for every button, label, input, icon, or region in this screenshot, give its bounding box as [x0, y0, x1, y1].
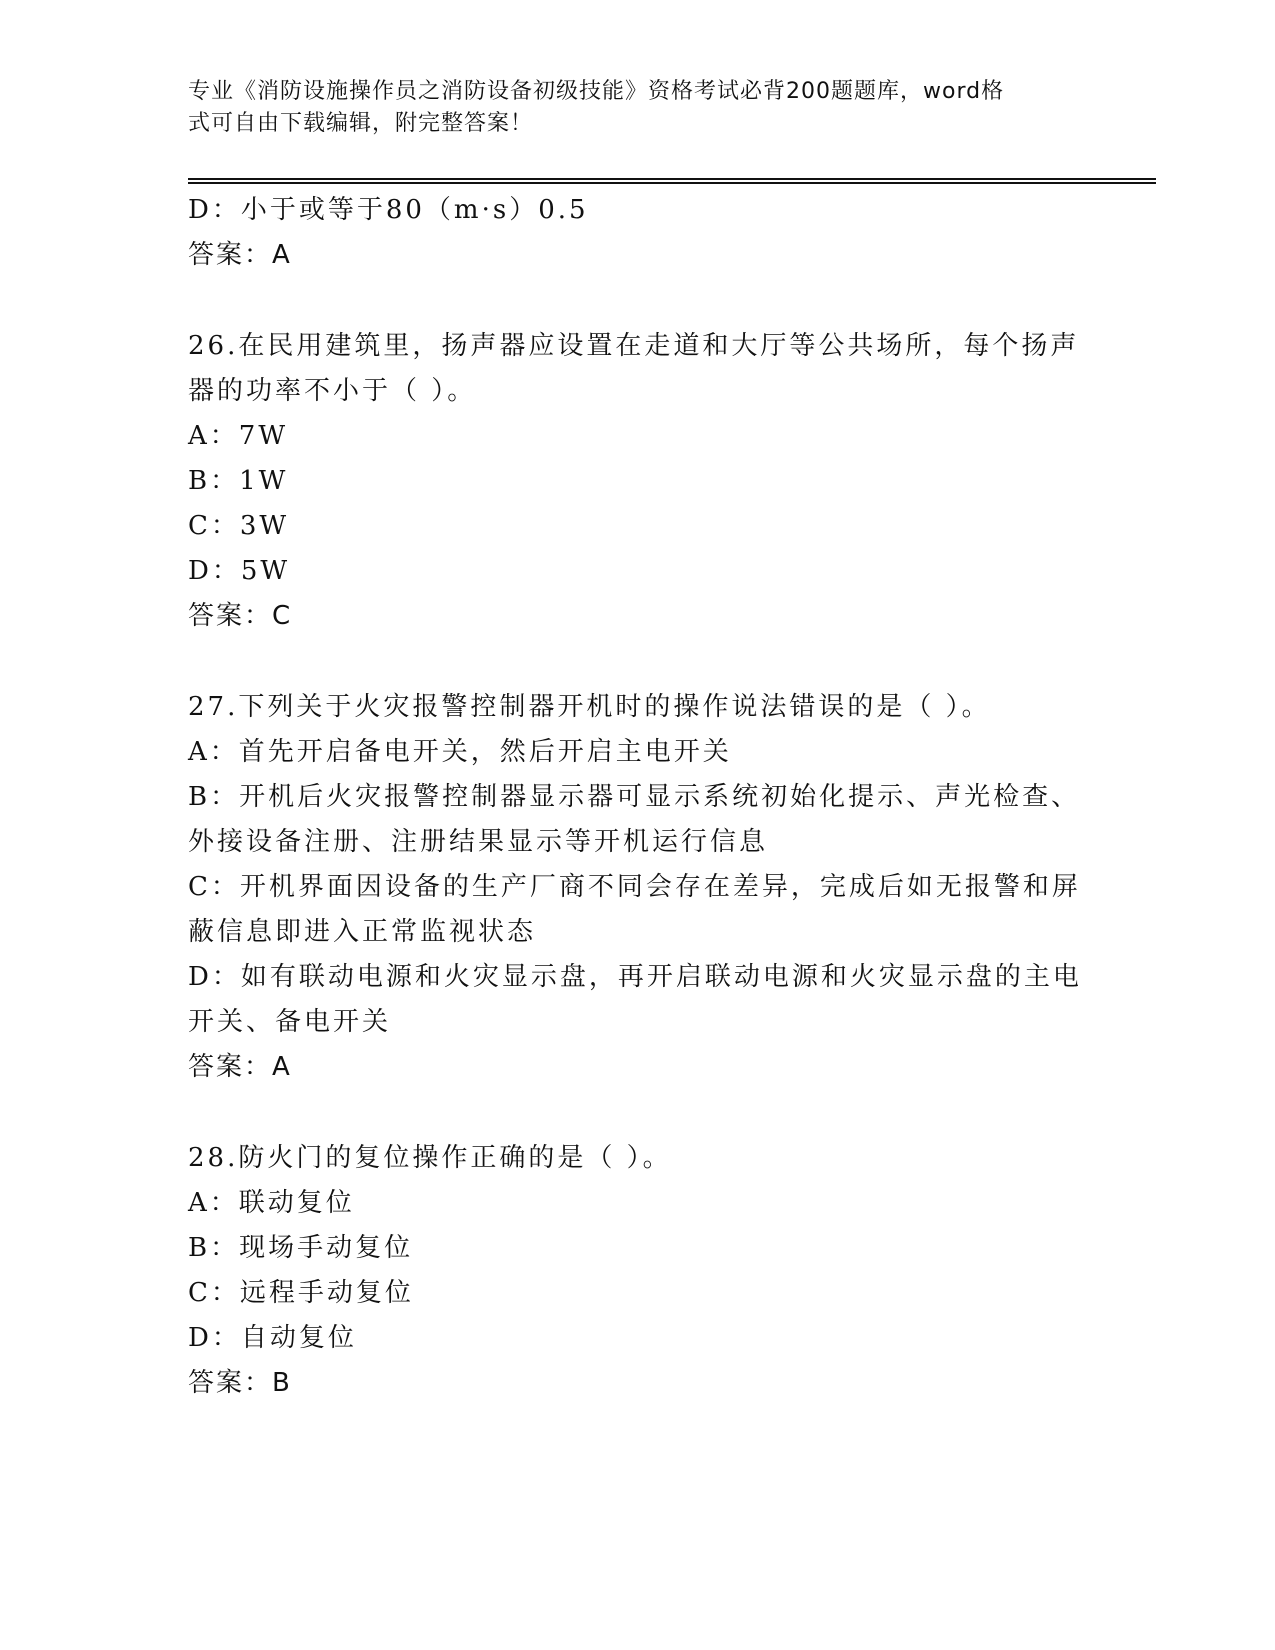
header-divider-top	[188, 178, 1156, 180]
option-d-line-1: D：如有联动电源和火灾显示盘，再开启联动电源和火灾显示盘的主电	[188, 962, 1082, 992]
question-27	[188, 685, 1088, 1090]
question-text-line-1: 26.在民用建筑里，扬声器应设置在走道和大厅等公共场所，每个扬声	[188, 331, 1080, 361]
question-text-line-2: 器的功率不小于（ ）。	[188, 376, 477, 406]
option-d-line-2: 开关、备电开关	[188, 1007, 392, 1037]
option-c-line-2: 蔽信息即进入正常监视状态	[188, 917, 537, 947]
document-header	[188, 76, 1068, 140]
answer-label: 答案：A	[188, 240, 292, 270]
answer-label: 答案：A	[188, 1052, 292, 1082]
answer-label: 答案：B	[188, 1368, 292, 1398]
option-d: D：自动复位	[188, 1323, 357, 1353]
option-b: B：现场手动复位	[188, 1233, 414, 1263]
question-text-line-1: 27.下列关于火灾报警控制器开机时的操作说法错误的是（ ）。	[188, 692, 991, 722]
spacer	[188, 639, 1088, 685]
option-c: C：远程手动复位	[188, 1278, 414, 1308]
option-a: A：联动复位	[188, 1188, 355, 1218]
option-a: A：首先开启备电开关，然后开启主电开关	[188, 737, 732, 767]
answer-label: 答案：C	[188, 601, 293, 631]
option-b-line-1: B：开机后火灾报警控制器显示器可显示系统初始化提示、声光检查、	[188, 782, 1081, 812]
spacer	[188, 1090, 1088, 1136]
option-d: D：小于或等于80（m·s）0.5	[188, 195, 589, 225]
question-25-tail	[188, 188, 1088, 278]
header-divider-bottom	[188, 182, 1156, 184]
spacer	[188, 278, 1088, 324]
option-b: B：1W	[188, 466, 289, 496]
question-26	[188, 324, 1088, 639]
question-list	[188, 188, 1088, 1406]
header-line-2: 式可自由下载编辑，附完整答案！	[188, 111, 534, 136]
option-c-line-1: C：开机界面因设备的生产厂商不同会存在差异，完成后如无报警和屏	[188, 872, 1081, 902]
option-c: C：3W	[188, 511, 290, 541]
option-d: D：5W	[188, 556, 291, 586]
option-b-line-2: 外接设备注册、注册结果显示等开机运行信息	[188, 827, 769, 857]
option-a: A：7W	[188, 421, 289, 451]
question-28	[188, 1136, 1088, 1406]
header-line-1: 专业《消防设施操作员之消防设备初级技能》资格考试必背200题题库，word格	[188, 79, 1005, 104]
question-text-line-1: 28.防火门的复位操作正确的是（ ）。	[188, 1143, 672, 1173]
